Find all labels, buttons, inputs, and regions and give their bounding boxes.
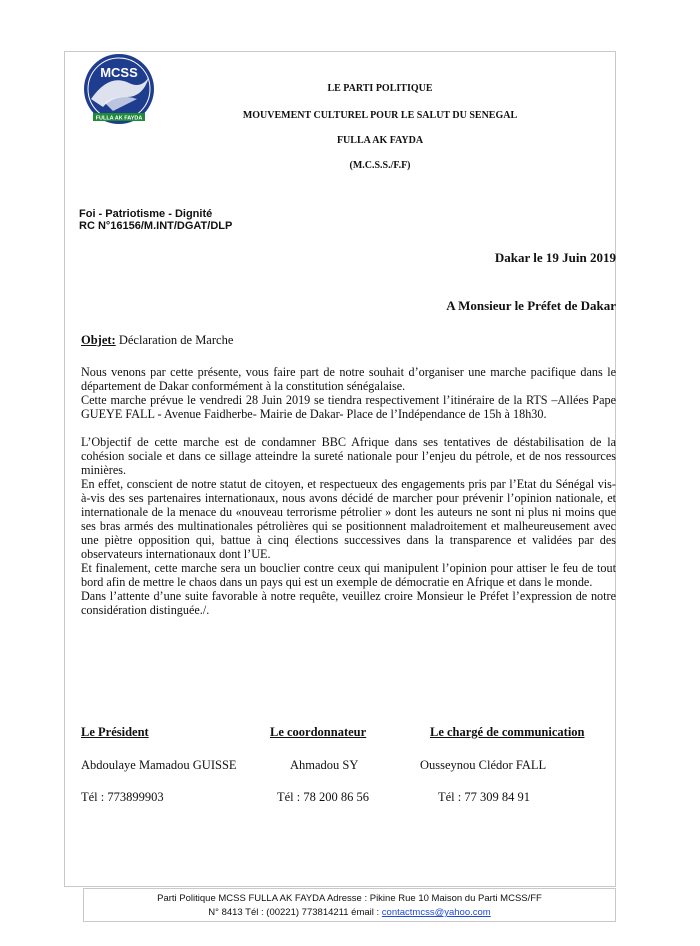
addressee: A Monsieur le Préfet de Dakar: [446, 298, 616, 313]
motto-block: [79, 208, 232, 232]
page-footer: [83, 888, 616, 922]
footer-email-link[interactable]: contactmcss@yahoo.com: [381, 907, 491, 918]
motto-line: Foi - Patriotisme - Dignité: [79, 208, 213, 220]
header-line-4: (M.C.S.S./F.F): [349, 160, 411, 171]
signatory-name-coordinator: Ahmadou SY: [290, 758, 359, 772]
paragraph-gap: [81, 421, 616, 435]
header-line-2: MOUVEMENT CULTUREL POUR LE SALUT DU SENEGAL: [242, 110, 518, 121]
subject-label: Objet:: [81, 333, 116, 347]
subject-text: Déclaration de Marche: [115, 333, 234, 347]
paragraph: Nous venons par cette présente, vous faire part de notre souhait d’organiser une marche pacifique dans le département de Dakar conformément à la constitution sénégalaise.: [81, 365, 616, 393]
logo-band-text: FULLA AK FAYDA: [95, 115, 143, 122]
registration-number: RC N°16156/M.INT/DGAT/DLP: [79, 220, 233, 232]
subject-line: [81, 333, 233, 348]
signatory-title-coordinator: Le coordonnateur: [270, 725, 367, 739]
paragraph: Cette marche prévue le vendredi 28 Juin 2019 se tiendra respectivement l’itinéraire de la RTS –Allées Pape GUEYE FALL - Avenue Faidherbe- Mairie de Dakar- Place de l’Indépendance de 15h à 18h30.: [81, 393, 616, 421]
signatory-name-communication: Ousseynou Clédor FALL: [420, 758, 547, 772]
paragraph: Dans l’attente d’une suite favorable à notre requête, veuillez croire Monsieur le Préfet l’expression de notre considération distinguée./.: [81, 589, 616, 617]
signatory-tel-communication: Tél : 77 309 84 91: [438, 790, 531, 804]
paragraph: En effet, conscient de notre statut de citoyen, et respectueux des engagements pris par l’Etat du Sénégal vis-à-vis des ses partenaires internationaux, nous avons décidé de marcher pour prévenir l’opinion nationale, et internationale de la menace du «nouveau terrorisme pétrolier » dont les auteurs ne sont ni plus ni moins que ses bras armés des multinationales pétrolières qui se positionnent maladroitement et malheureusement avec une piètre opposition qui, battue à cinq élections successives dans la transparence et validées par des observateurs internationaux dont l’UE.: [81, 477, 616, 561]
header-line-1: LE PARTI POLITIQUE: [327, 83, 433, 94]
signatory-title-president: Le Président: [81, 725, 149, 739]
party-logo: [79, 53, 159, 129]
letter-body: [81, 365, 616, 617]
footer-phone: N° 8413 Tél : (00221) 773814211 émail :: [208, 907, 382, 918]
footer-address: Parti Politique MCSS FULLA AK FAYDA Adresse : Pikine Rue 10 Maison du Parti MCSS/FF: [157, 893, 542, 904]
footer-contact: [84, 906, 615, 920]
signatory-title-communication: Le chargé de communication: [430, 725, 585, 739]
signatory-tel-president: Tél : 773899903: [81, 790, 164, 804]
header-line-3: FULLA AK FAYDA: [336, 135, 424, 146]
paragraph: Et finalement, cette marche sera un bouclier contre ceux qui manipulent l’opinion pour attiser le feu de tout bord afin de mettre le chaos dans un pays qui est un exemple de démocratie en Afrique et dans le monde.: [81, 561, 616, 589]
signatory-name-president: Abdoulaye Mamadou GUISSE: [81, 758, 237, 772]
logo-text: MCSS: [100, 65, 138, 80]
signatory-tel-coordinator: Tél : 78 200 86 56: [277, 790, 370, 804]
paragraph: L’Objectif de cette marche est de condamner BBC Afrique dans ses tentatives de déstabilisation de la cohésion sociale et dans ce sillage atteindre la sureté nationale pour l’enjeu du pétrole, et de nos ressources minières.: [81, 435, 616, 477]
letter-date: Dakar le 19 Juin 2019: [494, 250, 616, 265]
